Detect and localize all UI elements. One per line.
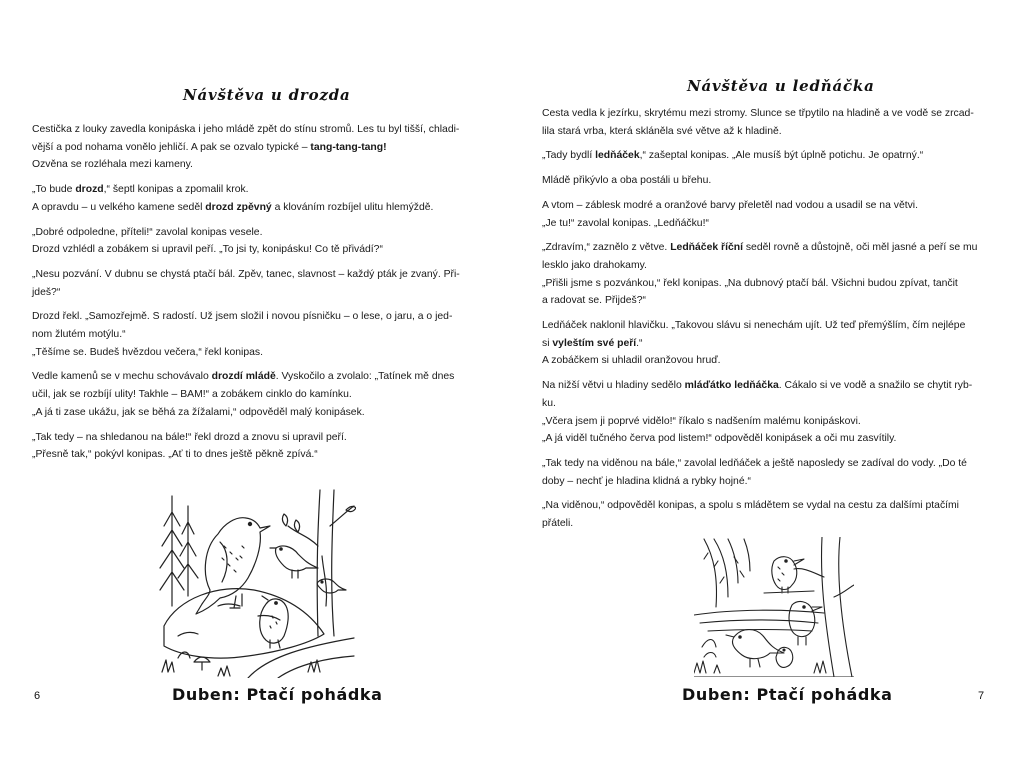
text-run: „Je tu!“ zavolal konipas. „Ledňáčku!“ (542, 217, 709, 229)
text-run: vější a pod nohama vonělo jehličí. A pak se ozvalo typické – (32, 141, 311, 153)
bold-text: drozdí mládě (211, 371, 276, 383)
text-run: přáteli. (542, 518, 574, 530)
text-run: jdeš?“ (32, 286, 61, 298)
text-run: „To bude (32, 184, 76, 196)
text-run: .“ (636, 337, 643, 349)
bold-text: ledňáček (595, 150, 640, 162)
text-run: . Vyskočilo a zvolalo: „Tatínek mě dnes (275, 371, 455, 383)
text-run: „Tady bydlí (542, 150, 596, 162)
text-run: „Včera jsem ji poprvé vidělo!“ říkalo s nadšením malému konipáskovi. (542, 415, 861, 427)
text-run: Ozvěna se rozléhala mezi kameny. (32, 159, 193, 171)
text-run: . Cákalo si ve vodě a snažilo se chytit ryb- (778, 380, 973, 392)
text-run: a radovat se. Přijdeš?“ (542, 295, 646, 307)
right-page (512, 0, 1024, 768)
left-page-footer: Duben: Ptačí pohádka (172, 685, 383, 704)
bold-text: tang-tang-tang! (310, 141, 387, 153)
story-paragraph (32, 224, 502, 259)
bold-text: vyleštím své peří (552, 337, 637, 349)
story-paragraph (32, 429, 502, 464)
text-run: Cesta vedla k jezírku, skrytému mezi stromy. Slunce se třpytilo na hladině a ve vodě se zrcad- (542, 108, 974, 119)
kingfisher-pond-illustration (694, 537, 854, 677)
text-run: „A já ti zase ukážu, jak se běhá za žížalami,“ odpověděl malý konipásek. (32, 406, 365, 418)
story-paragraph (542, 455, 1014, 490)
bold-text: Ledňáček říční (670, 242, 743, 254)
text-run: lesklo jako drahokamy. (542, 259, 647, 271)
text-run: Ledňáček naklonil hlavičku. „Takovou slávu si nenechám ujít. Už teď přemýšlím, čím nejlépe (542, 320, 966, 332)
text-run: „Dobré odpoledne, příteli!“ zavolal konipas vesele. (32, 226, 263, 238)
text-run: a klováním rozbíjel ulitu hlemýždě. (271, 201, 434, 213)
text-run: Vedle kamenů se v mechu schovávalo (32, 371, 212, 383)
right-page-footer: Duben: Ptačí pohádka (682, 685, 893, 704)
bold-text: drozd (75, 184, 104, 196)
story-paragraph (542, 497, 1014, 532)
text-run: si (542, 337, 553, 349)
text-run: „Tak tedy na viděnou na bále,“ zavolal ledňáček a ještě naposledy se zadíval do vody. „Do té (542, 457, 967, 469)
text-run: Mládě přikývlo a oba postáli u břehu. (542, 175, 712, 187)
text-run: ,“ šeptl konipas a zpomalil krok. (103, 184, 249, 196)
text-run: „Nesu pozvání. V dubnu se chystá ptačí bál. Zpěv, tanec, slavnost – každý pták je zvaný. Při- (32, 268, 460, 280)
left-page-story (32, 121, 502, 471)
text-run: učil, jak se rozbíjí ulity! Takhle – BAM!“ a zobákem cinklo do kamínku. (32, 389, 352, 401)
text-run: „Přesně tak,“ pokývl konipas. „Ať ti to dnes ještě pěkně zpívá.“ (32, 449, 318, 461)
text-run: A vtom – záblesk modré a oranžové barvy přeletěl nad vodou a usadil se na větvi. (542, 199, 919, 211)
text-run: A opravdu – u velkého kamene seděl (32, 201, 206, 213)
story-paragraph (542, 147, 1014, 165)
story-paragraph (32, 121, 502, 174)
story-paragraph (542, 172, 1014, 190)
story-paragraph (32, 308, 502, 361)
text-run: doby – nechť je hladina klidná a rybky hojné.“ (542, 475, 751, 487)
story-paragraph (542, 105, 1014, 140)
text-run: Na nižší větvi u hladiny sedělo (542, 380, 685, 392)
text-run: ,“ zašeptal konipas. „Ale musíš být úplně potichu. Je opatrný.“ (639, 150, 924, 162)
story-paragraph (32, 266, 502, 301)
story-paragraph (542, 377, 1014, 448)
text-run: Drozd vzhlédl a zobákem si upravil peří. „To jsi ty, konipásku! Co tě přivádí?“ (32, 244, 383, 256)
story-paragraph (542, 239, 1014, 310)
text-run: A zobáčkem si uhladil oranžovou hruď. (542, 355, 721, 367)
text-run: „Přišli jsme s pozvánkou,“ řekl konipas. „Na dubnový ptačí bál. Všichni budou zpívat, tančit (542, 277, 958, 289)
story-paragraph (542, 197, 1014, 232)
story-paragraph (542, 317, 1014, 370)
page-number-right: 7 (978, 690, 985, 702)
text-run: seděl rovně a důstojně, oči měl jasné a peří se mu (742, 242, 978, 254)
text-run: nom žlutém motýlu.“ (32, 329, 126, 341)
page-number-left: 6 (34, 690, 41, 702)
right-page-title: Návštěva u ledňáčka (687, 77, 875, 95)
thrush-birds-forest-illustration (158, 486, 356, 678)
text-run: „Těšíme se. Budeš hvězdou večera,“ řekl konipas. (32, 346, 264, 358)
text-run: „Tak tedy – na shledanou na bále!“ řekl drozd a znovu si upravil peří. (32, 431, 347, 443)
right-page-story (542, 105, 1014, 540)
left-page-title: Návštěva u drozda (183, 86, 351, 104)
text-run: „A já viděl tučného červa pod listem!“ odpověděl konipásek a oči mu zasvítily. (542, 433, 897, 445)
text-run: ku. (542, 397, 556, 409)
bold-text: mláďátko ledňáčka (684, 380, 779, 392)
text-run: Drozd řekl. „Samozřejmě. S radostí. Už jsem složil i novou písničku – o lese, o jaru, a o jed- (32, 311, 453, 323)
story-paragraph (32, 181, 502, 216)
text-run: „Na viděnou,“ odpověděl konipas, a spolu s mládětem se vydal na cestu za dalšími ptačími (542, 500, 959, 512)
bold-text: drozd zpěvný (205, 201, 272, 213)
text-run: „Zdravím,“ zaznělo z větve. (542, 242, 671, 254)
text-run: lila stará vrba, která skláněla své větve až k hladině. (542, 125, 782, 137)
text-run: Cestička z louky zavedla konipáska i jeho mládě zpět do stínu stromů. Les tu byl tišší, chladi- (32, 124, 460, 135)
story-paragraph (32, 368, 502, 421)
